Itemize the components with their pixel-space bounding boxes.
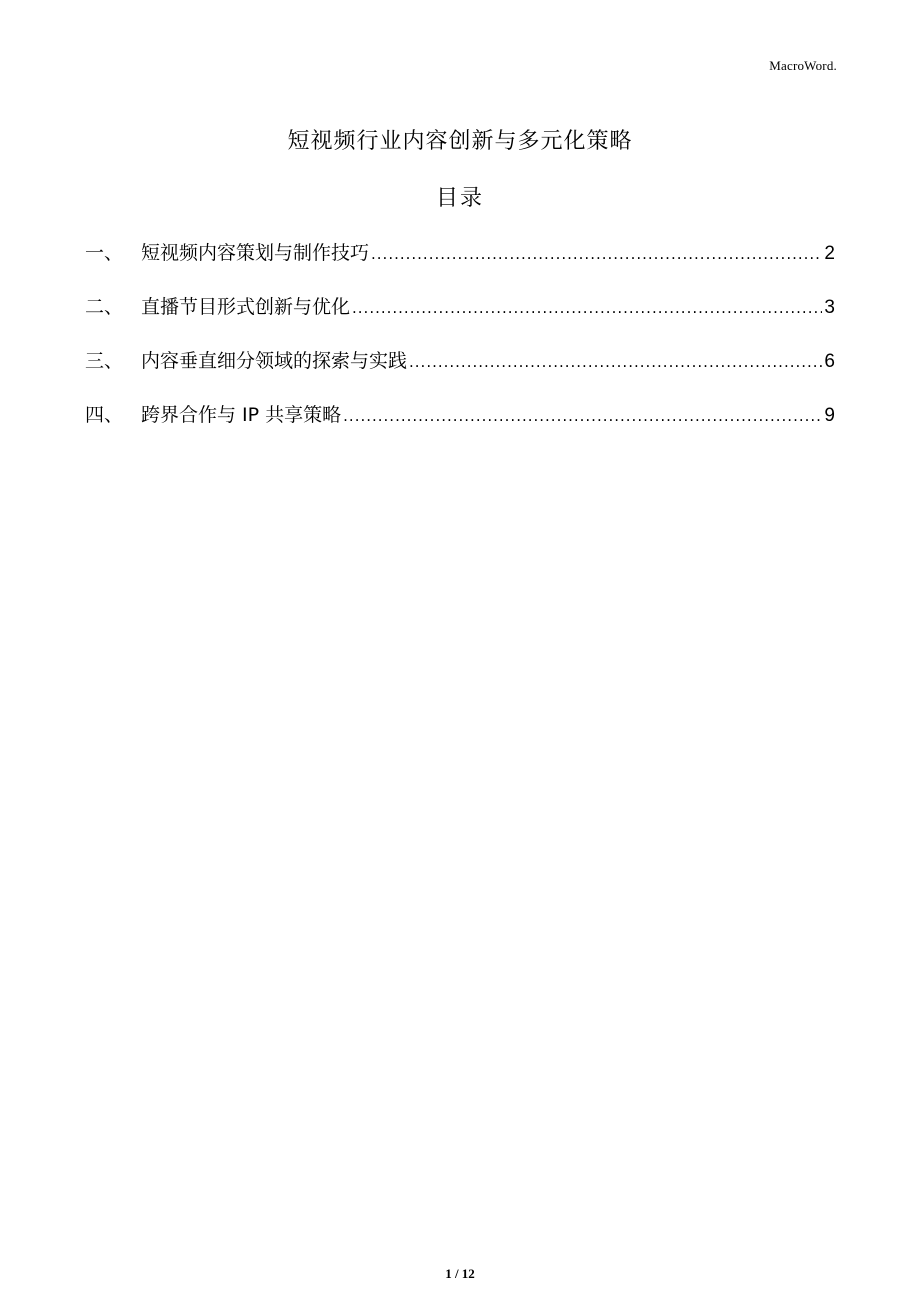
toc-dot-leader [371, 245, 822, 263]
toc-entry-title: 直播节目形式创新与优化 [141, 296, 351, 318]
page-indicator: 1 / 12 [445, 1266, 475, 1281]
toc-entry-2[interactable] [85, 292, 835, 346]
toc-entry-number: 一、 [85, 242, 124, 264]
toc-entry-page: 6 [824, 351, 835, 372]
toc-entry-1[interactable] [85, 238, 835, 292]
toc-entry-number: 四、 [85, 404, 124, 426]
toc-heading: 目录 [435, 186, 484, 211]
toc-entry-page: 3 [824, 297, 835, 318]
table-of-contents [85, 238, 835, 454]
toc-dot-leader [343, 407, 822, 425]
toc-entry-3[interactable] [85, 346, 835, 400]
toc-entry-4[interactable] [85, 400, 835, 454]
toc-dot-leader [409, 353, 822, 371]
toc-entry-title: 短视频内容策划与制作技巧 [141, 242, 370, 264]
toc-entry-title: 内容垂直细分领域的探索与实践 [141, 350, 408, 372]
toc-entry-page: 2 [824, 243, 835, 264]
toc-dot-leader [352, 299, 822, 317]
toc-entry-number: 三、 [85, 350, 124, 372]
toc-entry-page: 9 [824, 405, 835, 426]
header-brand: MacroWord. [769, 58, 837, 73]
toc-entry-title: 跨界合作与 IP 共享策略 [141, 404, 342, 426]
document-title: 短视频行业内容创新与多元化策略 [287, 129, 633, 154]
toc-entry-number: 二、 [85, 296, 124, 318]
